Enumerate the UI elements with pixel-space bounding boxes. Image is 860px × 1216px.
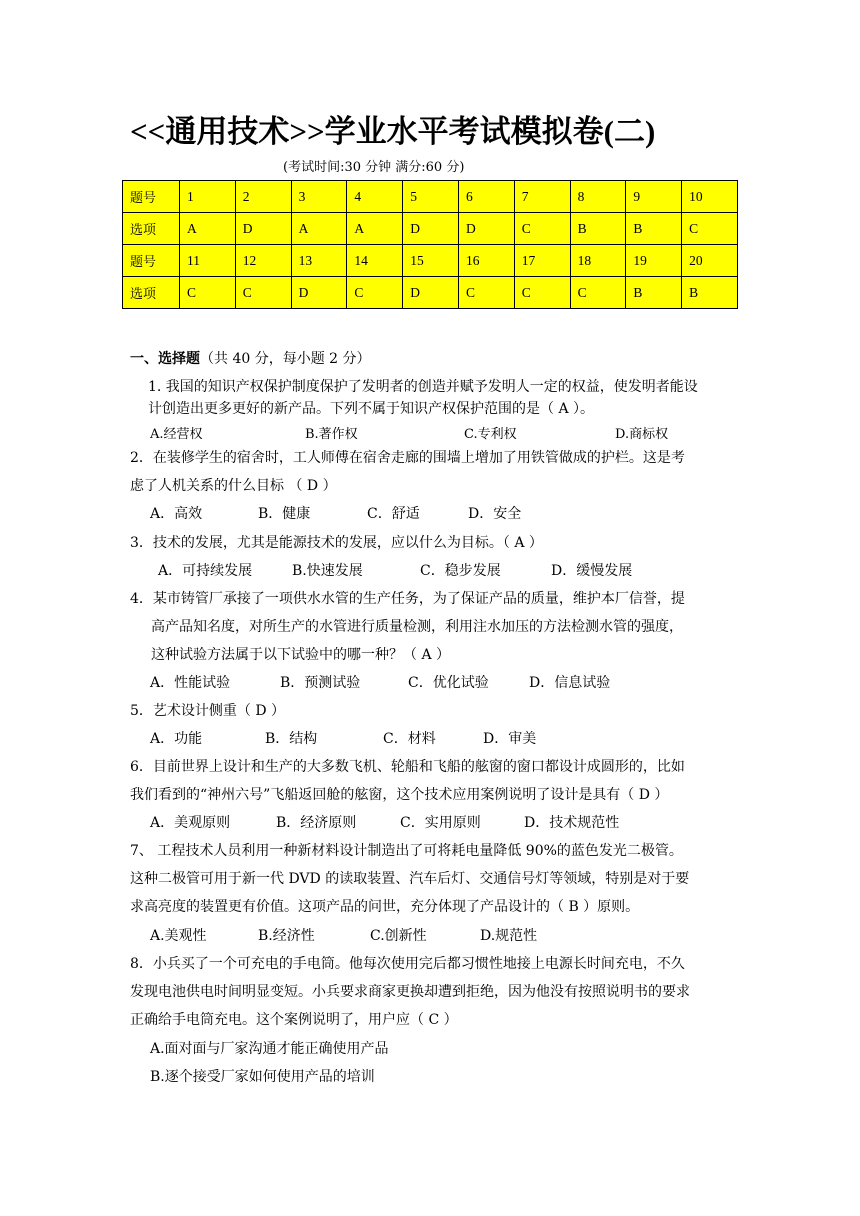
answer-table-cell: 19 — [626, 245, 682, 277]
question-4-option: A．性能试验 — [150, 675, 231, 691]
question-2-option: C．舒适 — [367, 506, 420, 522]
answer-table-cell: D — [291, 277, 347, 309]
answer-table-cell: 11 — [180, 245, 236, 277]
answer-table-row — [123, 213, 738, 245]
question-7-option: C.创新性 — [370, 928, 427, 944]
answer-table-cell: C — [514, 277, 570, 309]
question-2-text: 虑了人机关系的什么目标 （ D ） — [130, 478, 337, 494]
answer-table-cell: 15 — [403, 245, 459, 277]
question-6-option: A．美观原则 — [150, 815, 231, 831]
answer-table-cell: 4 — [347, 181, 403, 213]
question-3-option: A．可持续发展 — [158, 563, 253, 579]
answer-table-header-cell: 题号 — [123, 245, 180, 277]
question-3-text: 3．技术的发展，尤其是能源技术的发展，应以什么为目标。（ A ） — [130, 535, 543, 551]
answer-table-cell: 13 — [291, 245, 347, 277]
answer-table-cell: B — [626, 277, 682, 309]
question-4-text: 高产品知名度，对所生产的水管进行质量检测，利用注水加压的方法检测水管的强度， — [151, 619, 683, 635]
answer-table-cell: 16 — [458, 245, 514, 277]
answer-table — [122, 180, 738, 309]
answer-table-header-cell: 选项 — [123, 213, 180, 245]
answer-table-cell: B — [682, 277, 738, 309]
answer-table-cell: D — [235, 213, 291, 245]
question-7-option: D.规范性 — [480, 928, 538, 944]
question-5-option: A．功能 — [150, 731, 203, 747]
question-8-option: A.面对面与厂家沟通才能正确使用产品 — [150, 1041, 389, 1057]
question-5-option: D．审美 — [483, 731, 537, 747]
question-7-option: B.经济性 — [258, 928, 315, 944]
answer-table-cell: 20 — [682, 245, 738, 277]
section-note: （共 40 分，每小题 2 分） — [200, 351, 371, 367]
question-1-option: A.经营权 — [150, 427, 203, 442]
question-4-option: B．预测试验 — [280, 675, 361, 691]
answer-table-cell: C — [180, 277, 236, 309]
question-7-option: A.美观性 — [150, 928, 207, 944]
question-5-option: B．结构 — [265, 731, 318, 747]
question-7-text: 这种二极管可用于新一代 DVD 的读取装置、汽车后灯、交通信号灯等领域，特别是对于要 — [130, 871, 690, 887]
answer-table-cell: A — [347, 213, 403, 245]
answer-table-cell: 14 — [347, 245, 403, 277]
answer-table-cell: C — [347, 277, 403, 309]
question-2-option: D．安全 — [468, 506, 522, 522]
page-title: <<通用技术>>学业水平考试模拟卷(二) — [130, 114, 656, 149]
question-7-text: 求高亮度的装置更有价值。这项产品的问世，充分体现了产品设计的（ B ）原则。 — [130, 899, 640, 915]
question-5-option: C．材料 — [383, 731, 436, 747]
answer-table-cell: 3 — [291, 181, 347, 213]
answer-table-cell: 9 — [626, 181, 682, 213]
question-6-option: C．实用原则 — [400, 815, 481, 831]
answer-table-row — [123, 181, 738, 213]
answer-table-cell: C — [570, 277, 626, 309]
answer-table-cell: 12 — [235, 245, 291, 277]
answer-table-cell: B — [570, 213, 626, 245]
question-2-option: B．健康 — [258, 506, 311, 522]
question-1-option: C.专利权 — [464, 427, 517, 442]
question-6-text: 6．目前世界上设计和生产的大多数飞机、轮船和飞船的舷窗的窗口都设计成圆形的，比如 — [130, 759, 685, 775]
question-8-text: 正确给手电筒充电。这个案例说明了，用户应（ C ） — [130, 1012, 458, 1028]
question-2-text: 2．在装修学生的宿舍时，工人师傅在宿舍走廊的围墙上增加了用铁管做成的护栏。这是考 — [130, 450, 685, 466]
answer-table-header-cell: 选项 — [123, 277, 180, 309]
answer-table-row — [123, 245, 738, 277]
question-4-text: 4．某市铸管厂承接了一项供水水管的生产任务，为了保证产品的质量，维护本厂信誉，提 — [130, 591, 685, 607]
question-6-text: 我们看到的“神州六号”飞船返回舱的舷窗，这个技术应用案例说明了设计是具有（ D ） — [130, 787, 669, 803]
question-8-option: B.逐个接受厂家如何使用产品的培训 — [150, 1069, 375, 1085]
answer-table-cell: 2 — [235, 181, 291, 213]
question-1-text: 1. 我国的知识产权保护制度保护了发明者的创造并赋予发明人一定的权益，使发明者能设 — [148, 379, 698, 395]
answer-table-row — [123, 277, 738, 309]
answer-table-cell: D — [403, 277, 459, 309]
answer-table-cell: D — [403, 213, 459, 245]
answer-table-cell: A — [180, 213, 236, 245]
answer-table-cell: 1 — [180, 181, 236, 213]
answer-table-cell: 17 — [514, 245, 570, 277]
question-3-option: D．缓慢发展 — [551, 563, 633, 579]
question-3-option: C．稳步发展 — [420, 563, 501, 579]
answer-table-cell: 10 — [682, 181, 738, 213]
answer-table-cell: 5 — [403, 181, 459, 213]
answer-table-cell: C — [235, 277, 291, 309]
answer-table-cell: D — [458, 213, 514, 245]
question-5-text: 5．艺术设计侧重（ D ） — [130, 703, 286, 719]
answer-table-cell: 8 — [570, 181, 626, 213]
answer-table-cell: 6 — [458, 181, 514, 213]
answer-table-cell: C — [458, 277, 514, 309]
exam-info: (考试时间:30 分钟 满分:60 分) — [283, 160, 465, 175]
question-3-option: B.快速发展 — [292, 563, 363, 579]
question-7-text: 7、 工程技术人员利用一种新材料设计制造出了可将耗电量降低 90%的蓝色发光二极管。 — [130, 843, 683, 859]
answer-table-cell: 18 — [570, 245, 626, 277]
answer-table-cell: 7 — [514, 181, 570, 213]
question-1-option: D.商标权 — [615, 427, 669, 442]
question-4-option: D．信息试验 — [529, 675, 611, 691]
question-6-option: B．经济原则 — [276, 815, 357, 831]
question-1-option: B.著作权 — [305, 427, 358, 442]
question-4-text: 这种试验方法属于以下试验中的哪一种？（ A ） — [151, 647, 451, 663]
section-heading — [130, 348, 371, 368]
question-4-option: C．优化试验 — [408, 675, 489, 691]
section-label: 一、选择题 — [130, 351, 200, 367]
question-8-text: 发现电池供电时间明显变短。小兵要求商家更换却遭到拒绝，因为他没有按照说明书的要求 — [130, 984, 690, 1000]
answer-table-cell: C — [682, 213, 738, 245]
answer-table-header-cell: 题号 — [123, 181, 180, 213]
answer-table-cell: C — [514, 213, 570, 245]
question-1-text: 计创造出更多更好的新产品。下列不属于知识产权保护范围的是（ A ）。 — [148, 401, 595, 417]
question-6-option: D．技术规范性 — [524, 815, 620, 831]
question-8-text: 8．小兵买了一个可充电的手电筒。他每次使用完后都习惯性地接上电源长时间充电，不久 — [130, 956, 685, 972]
answer-table-cell: B — [626, 213, 682, 245]
question-2-option: A．高效 — [150, 506, 203, 522]
answer-table-cell: A — [291, 213, 347, 245]
